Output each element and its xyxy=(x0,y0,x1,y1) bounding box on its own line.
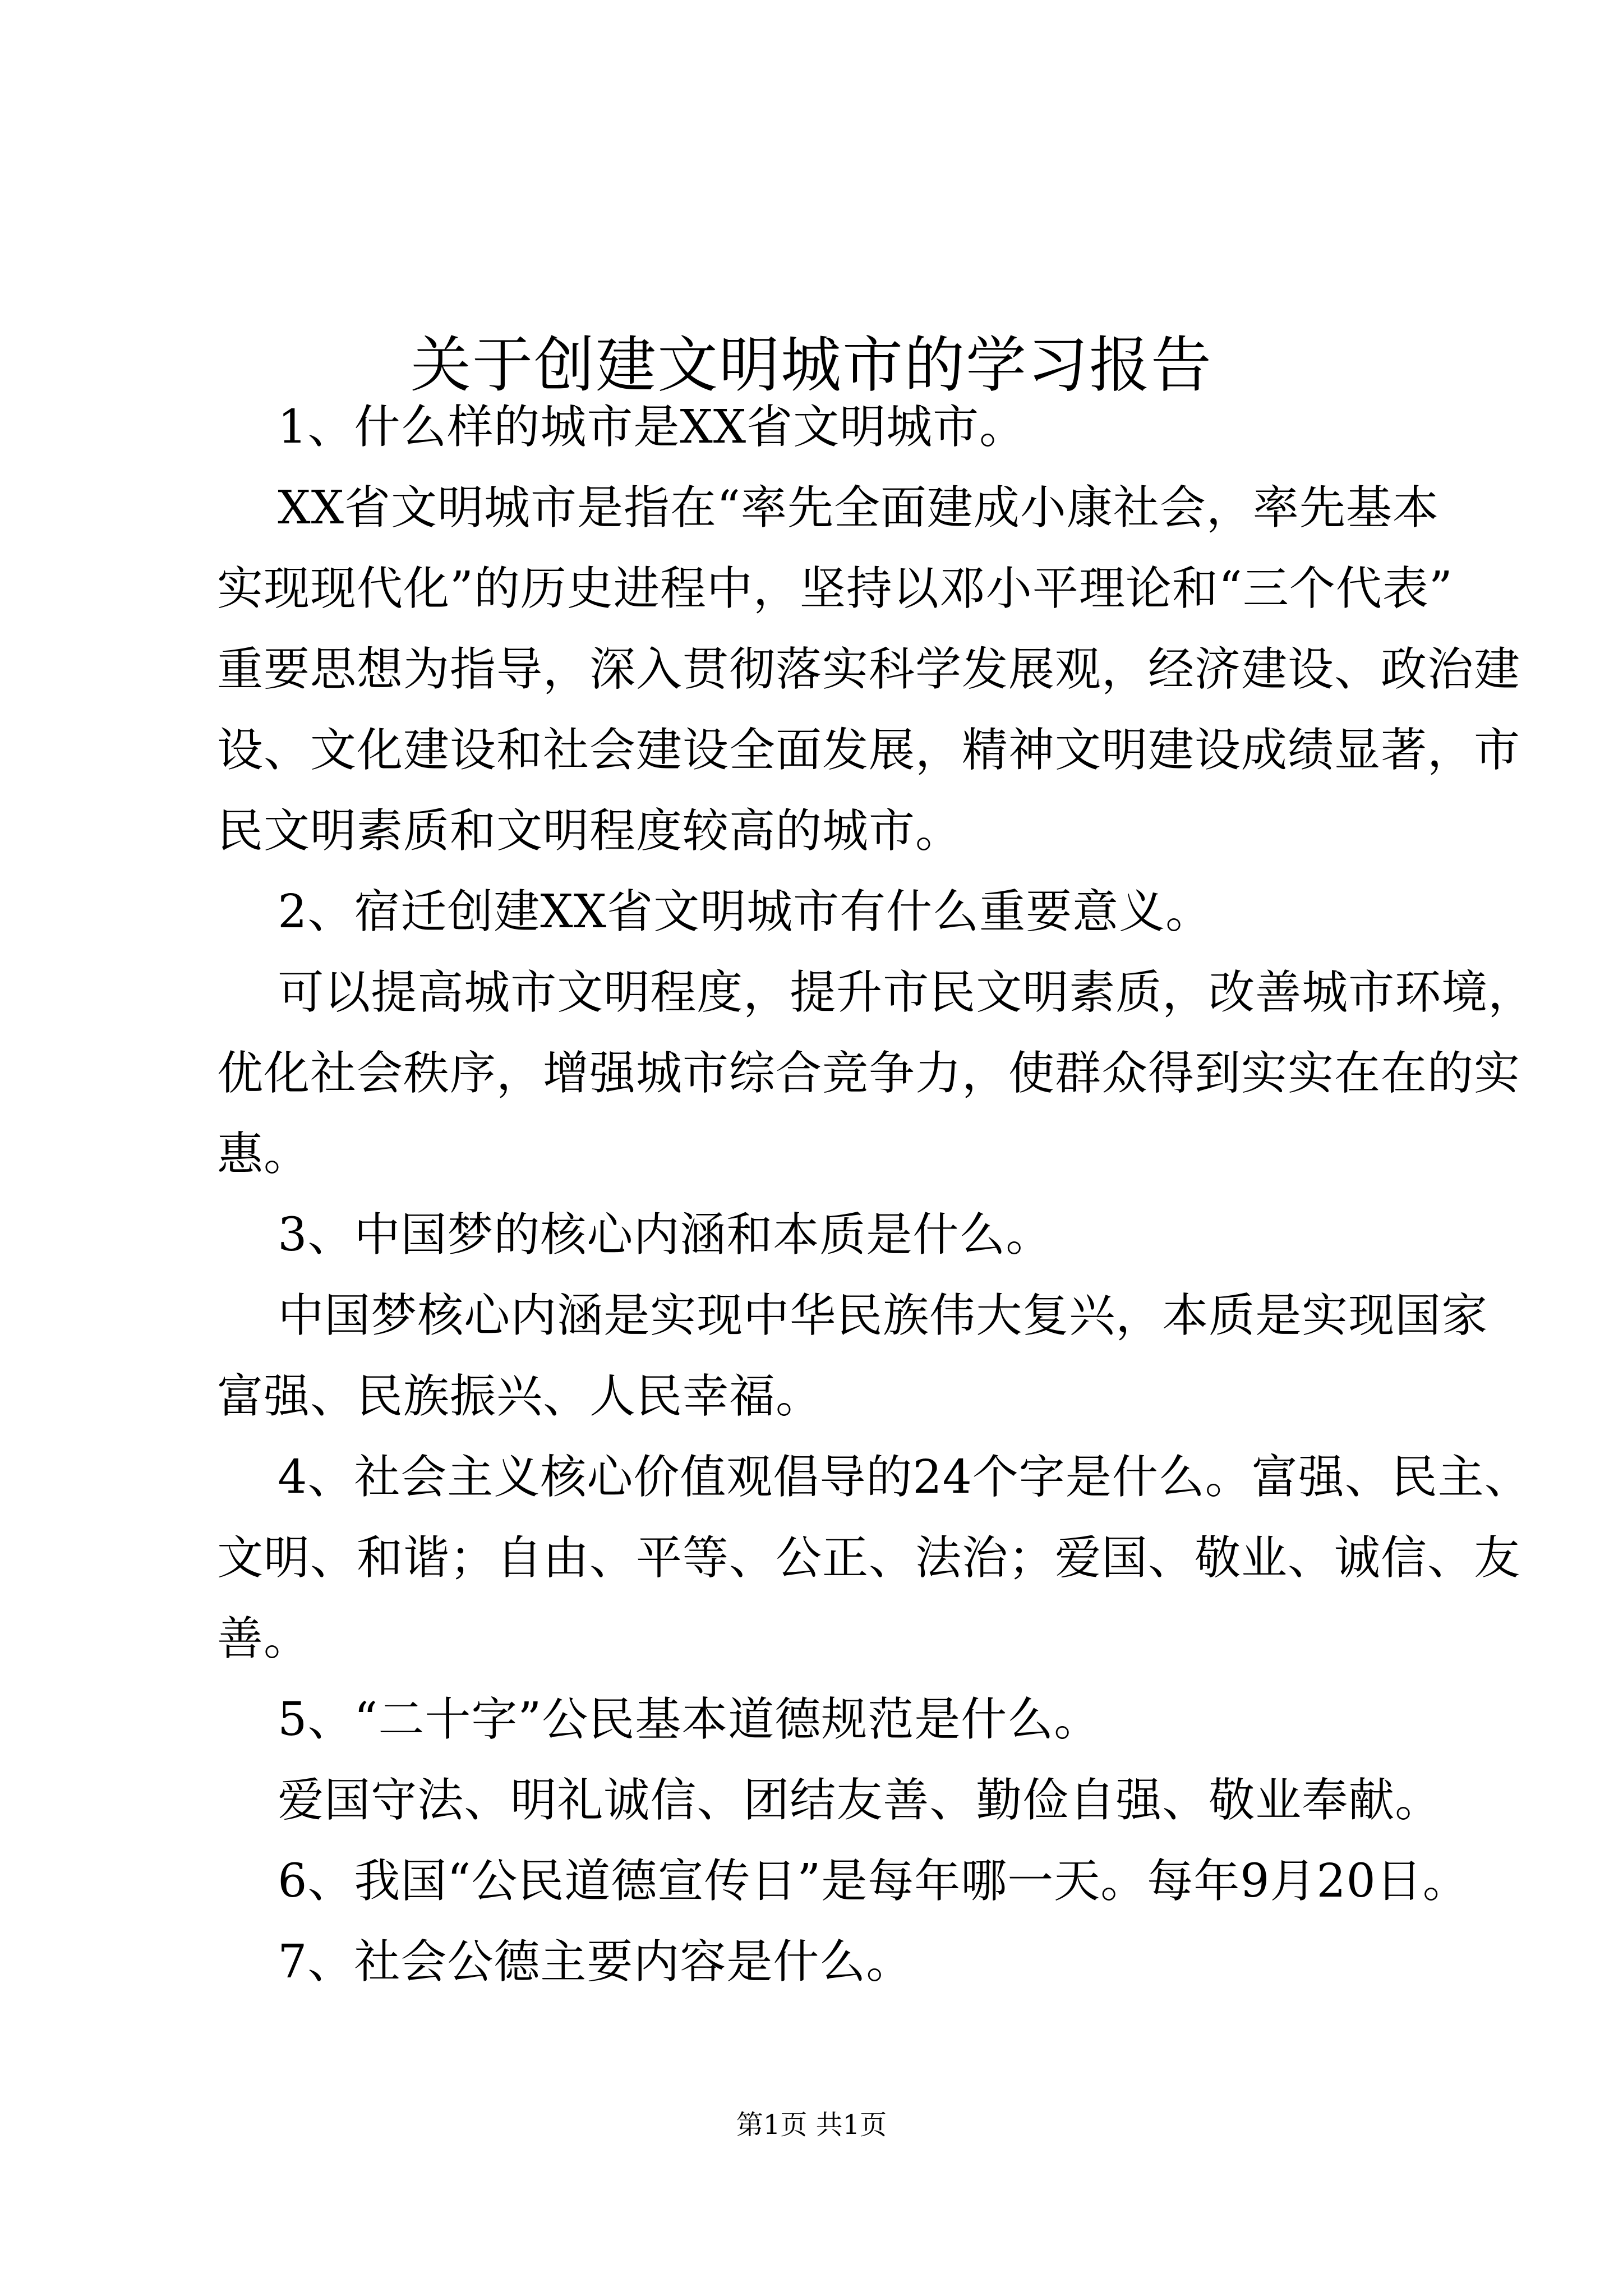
document-title: 关于创建文明城市的学习报告 xyxy=(410,330,1212,401)
page-footer: 第1页 共1页 xyxy=(736,2109,887,2141)
document-body: 1、什么样的城市是XX省文明城市。 XX省文明城市是指在“率先全面建成小康社会，率先基本 实现现代化”的历史进程中，坚持以邓小平理论和“三个代表” 重要思想为指导，深入贯彻落实科学发展观，经济建设、政治建 设、文化建设和社会建设全面发展，精神文明建设成绩显著，市 民文明素质和文明程度较高的城市。 2、宿迁创建XX省文明城市有什么重要意义。 可以提高城市文明程度，提升市民文明素质，改善城市环境， 优化社会秩序，增强城市综合竞争力，使群众得到实实在在的实 惠。 3、中国梦的核心内涵和本质是什么。 中国梦核心内涵是实现中华民族伟大复兴，本质是实现国家 富强、民族振兴、人民幸福。 4、社会主义核心价值观倡导的24个字是什么。富强、民主、 文明、和谐；自由、平等、公正、法治；爱国、敬业、诚信、友 善。 5、“二十字”公民基本道德规范是什么。 爱国守法、明礼诚信、团结友善、勤俭自强、敬业奉献。 6、我国“公民道德宣传日”是每年哪一天。每年9月20日。 7、社会公德主要内容是什么。 xyxy=(217,401,1535,1989)
